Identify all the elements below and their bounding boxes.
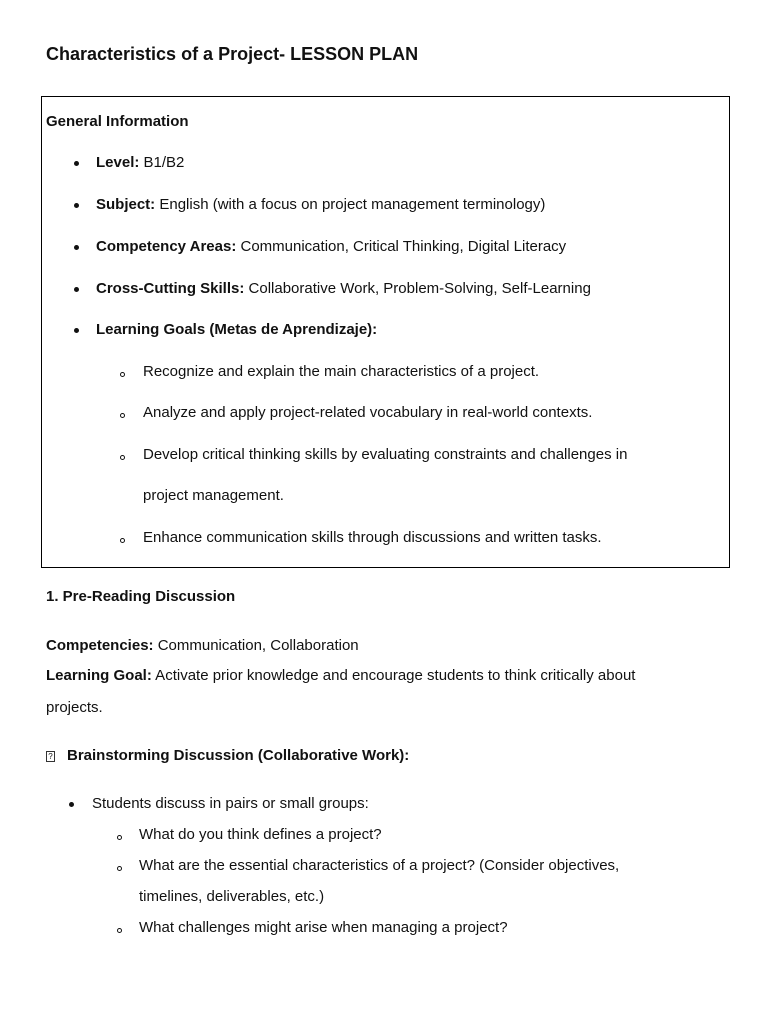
cross-cutting-skills-value: Collaborative Work, Problem-Solving, Self-Learning (244, 280, 591, 297)
level-label: Level: (96, 154, 140, 171)
competency-areas-label: Competency Areas: (96, 238, 237, 255)
circle-bullet-icon (120, 372, 125, 377)
brainstorming-heading: Brainstorming Discussion (Collaborative Work): (67, 747, 410, 764)
competencies-value: Communication, Collaboration (153, 637, 359, 654)
level-item (96, 153, 184, 173)
discussion-bullet: Students discuss in pairs or small groups: (92, 795, 369, 812)
bullet-icon (74, 161, 79, 166)
cross-cutting-skills-item (96, 279, 591, 299)
competencies-line (46, 636, 359, 656)
level-value: B1/B2 (139, 154, 185, 171)
bullet-icon (74, 328, 79, 333)
circle-bullet-icon (117, 835, 122, 840)
subject-item (96, 195, 545, 215)
learning-goals-item (96, 320, 377, 340)
section-heading: 1. Pre-Reading Discussion (46, 588, 236, 605)
missing-glyph-icon: ? (46, 751, 55, 762)
discussion-question: What are the essential characteristics of a project? (Consider objectives, (139, 857, 620, 874)
circle-bullet-icon (120, 538, 125, 543)
bullet-icon (74, 287, 79, 292)
learning-goal-continuation: projects. (46, 699, 103, 716)
competency-areas-item (96, 237, 566, 257)
competencies-label: Competencies: (46, 637, 154, 654)
learning-goal-value: Activate prior knowledge and encourage students to think critically about (151, 667, 636, 684)
learning-goal-item: Develop critical thinking skills by evaluating constraints and challenges in (143, 446, 628, 463)
cross-cutting-skills-label: Cross-Cutting Skills: (96, 280, 245, 297)
subject-value: English (with a focus on project management terminology) (155, 196, 546, 213)
bullet-icon (74, 245, 79, 250)
learning-goal-label: Learning Goal: (46, 667, 152, 684)
discussion-question-continuation: timelines, deliverables, etc.) (139, 888, 325, 905)
bullet-icon (69, 802, 74, 807)
learning-goals-label: Learning Goals (Metas de Aprendizaje): (96, 321, 378, 338)
learning-goal-line (46, 666, 635, 686)
discussion-question: What do you think defines a project? (139, 826, 382, 843)
general-information-heading: General Information (46, 113, 189, 130)
learning-goal-item-continuation: project management. (143, 487, 284, 504)
learning-goal-item: Analyze and apply project-related vocabulary in real-world contexts. (143, 404, 593, 421)
circle-bullet-icon (117, 866, 122, 871)
learning-goal-item: Enhance communication skills through discussions and written tasks. (143, 529, 602, 546)
bullet-icon (74, 203, 79, 208)
subject-label: Subject: (96, 196, 156, 213)
learning-goal-item: Recognize and explain the main characteristics of a project. (143, 363, 540, 380)
circle-bullet-icon (120, 413, 125, 418)
page-title: Characteristics of a Project- LESSON PLAN (46, 44, 419, 64)
discussion-question: What challenges might arise when managing a project? (139, 919, 508, 936)
competency-areas-value: Communication, Critical Thinking, Digital Literacy (236, 238, 567, 255)
circle-bullet-icon (120, 455, 125, 460)
circle-bullet-icon (117, 928, 122, 933)
